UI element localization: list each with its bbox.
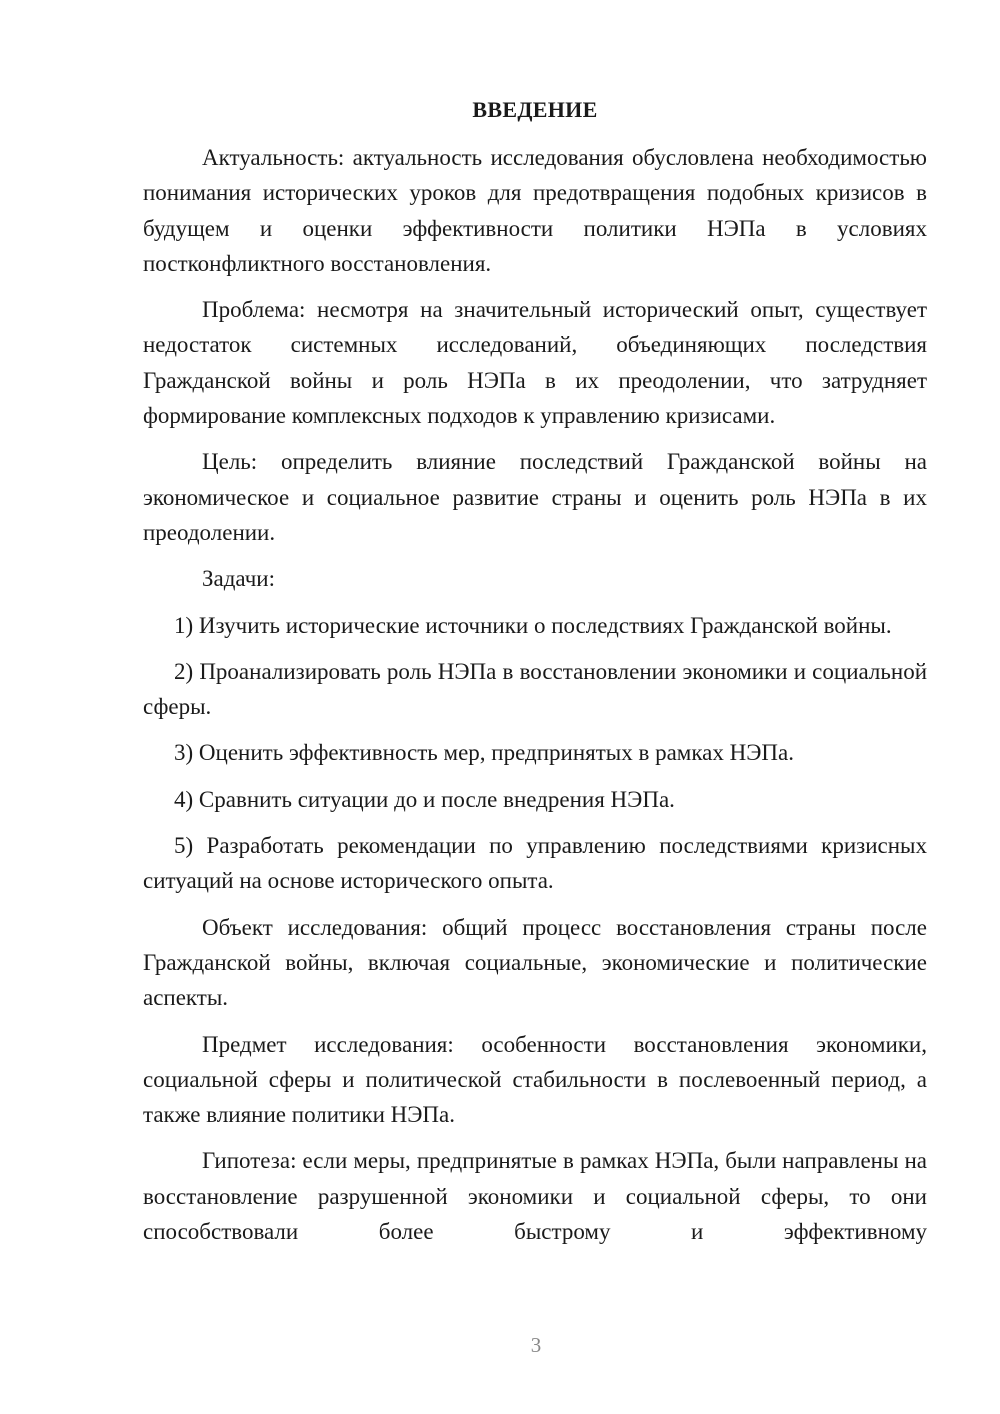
task-item-2: 2) Проанализировать роль НЭПа в восстановлении экономики и социальной сферы.: [143, 658, 927, 720]
paragraph-relevance: Актуальность: актуальность исследования обусловлена необходимостью понимания исторических уроков для предотвращения подобных кризисов в будущем и оценки эффективности политики НЭПа в условиях постконфликтного восстановления.: [143, 145, 927, 276]
tasks-heading: Задачи:: [202, 566, 275, 592]
section-title: ВВЕДЕНИЕ: [472, 97, 598, 122]
task-item-5: 5) Разработать рекомендации по управлению последствиями кризисных ситуаций на основе исторического опыта.: [143, 833, 927, 894]
task-item-3: 3) Оценить эффективность мер, предпринятых в рамках НЭПа.: [174, 740, 794, 766]
page-content: [143, 95, 927, 1249]
paragraph-subject: Предмет исследования: особенности восстановления экономики, социальной сферы и политической стабильности в послевоенный период, а также влияние политики НЭПа.: [143, 1031, 927, 1128]
page-number: 3: [530, 1333, 542, 1357]
paragraph-hypothesis: Гипотеза: если меры, предпринятые в рамках НЭПа, были направлены на восстановление разрушенной экономики и социальной сферы, то они способствовали более быстрому и эффективному: [143, 1148, 927, 1245]
paragraph-object: Объект исследования: общий процесс восстановления страны после Гражданской войны, включая социальные, экономические и политические аспекты.: [143, 914, 927, 1011]
paragraph-goal: Цель: определить влияние последствий Гражданской войны на экономическое и социальное развитие страны и оценить роль НЭПа в их преодолении.: [143, 449, 927, 545]
task-item-4: 4) Сравнить ситуации до и после внедрения НЭПа.: [174, 786, 675, 812]
paragraph-problem: Проблема: несмотря на значительный исторический опыт, существует недостаток системных исследований, объединяющих последствия Гражданской войны и роль НЭПа в их преодолении, что затрудняет формирование комплексных подходов к управлению кризисами.: [143, 297, 927, 429]
task-item-1: 1) Изучить исторические источники о последствиях Гражданской войны.: [174, 612, 892, 638]
